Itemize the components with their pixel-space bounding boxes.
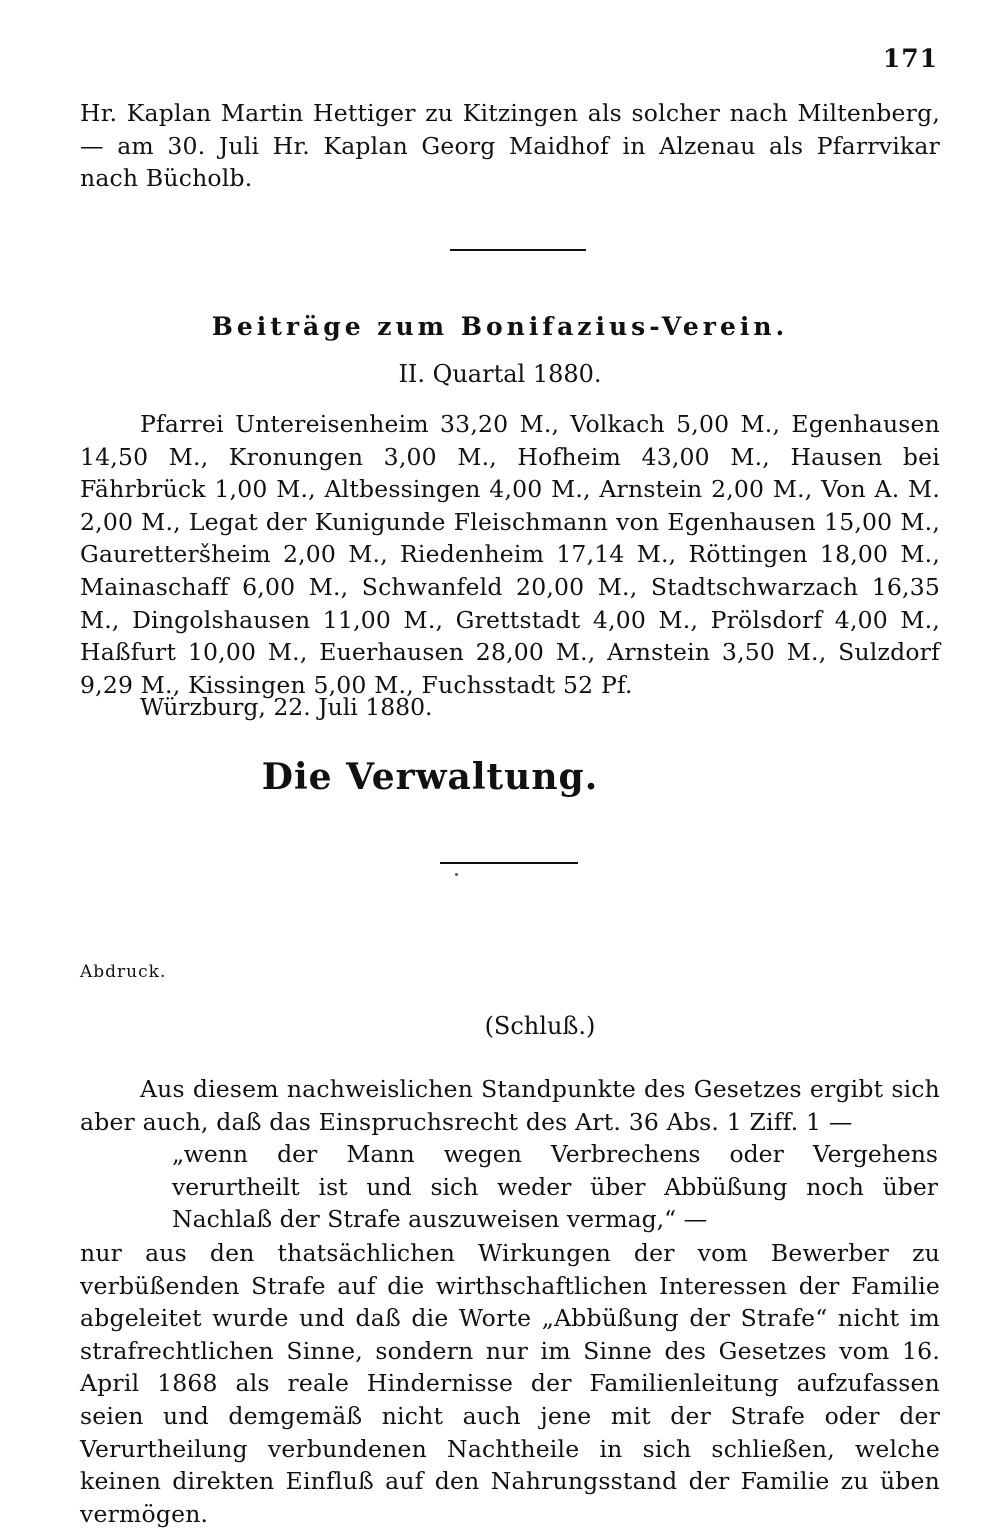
conclusion-heading: (Schluß.) bbox=[484, 1012, 596, 1040]
dateline: Würzburg, 22. Juli 1880. bbox=[140, 693, 433, 721]
block-quote: „wenn der Mann wegen Verbrechens oder Vergehens verurtheilt ist und sich weder über Abbüßung noch über Nachlaß der Strafe auszuweisen vermag,“ — bbox=[172, 1140, 938, 1234]
separator-rule-bottom bbox=[440, 862, 578, 864]
separator-rule-top bbox=[450, 249, 586, 251]
contributions-paragraph: Pfarrei Untereisenheim 33,20 M., Volkach 5,00 M., Egenhausen 14,50 M., Kronungen 3,00 M., Hofheim 43,00 M., Hausen bei Fährbrück 1,00 M., Altbessingen 4,00 M., Arnstein 2,00 M., Von A. M. 2,00 M., Legat der Kunigunde Fleischmann von Egenhausen 15,00 M., Gauretteršheim 2,00 M., Riedenheim 17,14 M., Röttingen 18,00 M., Mainaschaff 6,00 M., Schwanfeld 20,00 M., Stadtschwarzach 16,35 M., Dingolshausen 11,00 M., Grettstadt 4,00 M., Prölsdorf 4,00 M., Haßfurt 10,00 M., Euerhausen 28,00 M., Arnstein 3,50 M., Sulzdorf 9,29 M., Kissingen 5,00 M., Fuchsstadt 52 Pf. bbox=[80, 410, 940, 699]
page-number: 171 bbox=[882, 44, 938, 73]
article-paragraph-2: nur aus den thatsächlichen Wirkungen der vom Bewerber zu verbüßenden Strafe auf die wirthschaftlichen Interessen der Familie abgeleitet wurde und daß die Worte „Abbüßung der Strafe“ nicht im strafrechtlichen Sinne, sondern nur im Sinne des Gesetzes vom 16. April 1868 als reale Hindernisse der Familienleitung aufzufassen seien und demgemäß nicht auch jene mit der Strafe oder der Verurtheilung verbundenen Nachtheile in sich schließen, welche keinen direkten Einfluß auf den Nahrungsstand der Familie zu üben vermögen. bbox=[80, 1239, 940, 1528]
section-subtitle: II. Quartal 1880. bbox=[398, 360, 602, 388]
intro-paragraph: Hr. Kaplan Martin Hettiger zu Kitzingen als solcher nach Miltenberg, — am 30. Juli Hr. Kaplan Georg Maidhof in Alzenau als Pfarrvikar nach Bücholb. bbox=[80, 99, 940, 193]
article-paragraph-1: Aus diesem nachweislichen Standpunkte des Gesetzes ergibt sich aber auch, daß das Einspruchsrecht des Art. 36 Abs. 1 Ziff. 1 — bbox=[80, 1075, 940, 1136]
reprint-note: Abdruck. bbox=[80, 962, 167, 982]
ink-speck bbox=[455, 873, 458, 876]
section-title: Beiträge zum Bonifazius-Verein. bbox=[211, 312, 789, 341]
signature: Die Verwaltung. bbox=[261, 756, 599, 798]
